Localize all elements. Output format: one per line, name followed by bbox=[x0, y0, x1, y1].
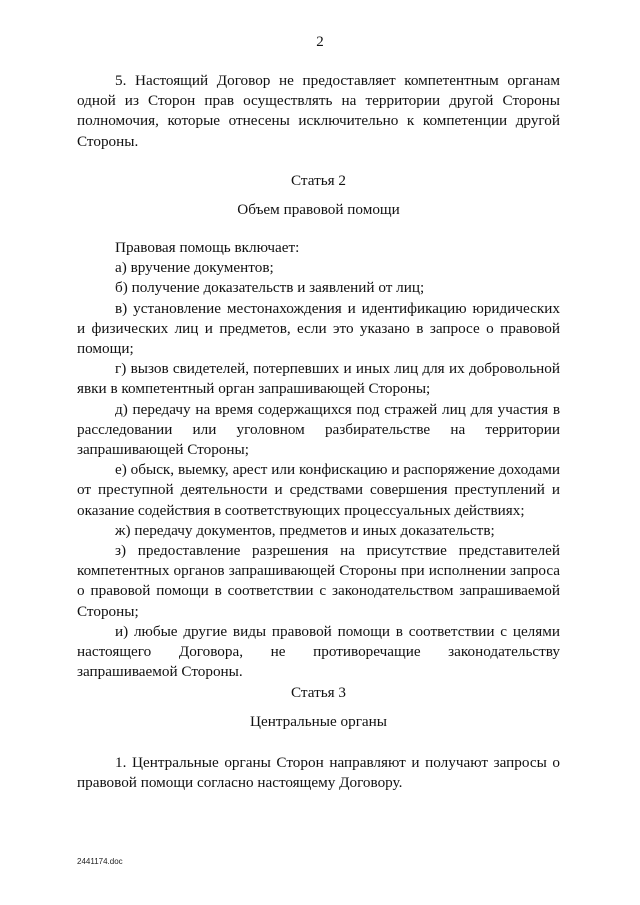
article-2-title: Объем правовой помощи bbox=[237, 201, 400, 218]
article-3-clause-1: 1. Центральные органы Сторон направляют и получают запросы о правовой помощи согласно настоящему Договору. bbox=[77, 754, 560, 792]
clause-5-text: 5. Настоящий Договор не предоставляет компетентным органам одной из Сторон прав осуществлять на территории другой Стороны полномочия, которые отнесены исключительно к компетенции другой Стороны. bbox=[77, 72, 560, 150]
article-3-title-block bbox=[77, 712, 560, 732]
article-2-intro: Правовая помощь включает: bbox=[115, 239, 300, 256]
article-2-item-e: е) обыск, выемку, арест или конфискацию и распоряжение доходами от преступной деятельности и средствами совершения преступлений и оказание содействия в соответствующих процессуальных действиях; bbox=[77, 461, 560, 519]
clause-5-block bbox=[77, 71, 560, 152]
article-2-title-block bbox=[77, 200, 560, 220]
article-2-item-zh: ж) передачу документов, предметов и иных доказательств; bbox=[115, 521, 495, 539]
article-2-body bbox=[77, 238, 560, 682]
article-2-heading: Статья 2 bbox=[290, 172, 347, 189]
file-name-footer: 2441174.doc bbox=[77, 857, 123, 866]
article-2-item-a: а) вручение документов; bbox=[115, 259, 274, 277]
article-2-item-v: в) установление местонахождения и идентификацию юридических и физических лиц и предметов, если это указано в запросе о правовой помощи; bbox=[77, 299, 560, 358]
article-3-body bbox=[77, 753, 560, 793]
article-2-item-b: б) получение доказательств и заявлений от лиц; bbox=[115, 279, 425, 297]
article-2-heading-block bbox=[77, 171, 560, 191]
article-2-item-i: и) любые другие виды правовой помощи в соответствии с целями настоящего Договора, не противоречащие законодательству запрашиваемой Стороны. bbox=[77, 622, 560, 681]
article-3-heading: Статья 3 bbox=[290, 684, 347, 701]
page-number: 2 bbox=[316, 34, 324, 50]
article-3-title: Центральные органы bbox=[250, 713, 387, 730]
article-2-item-d: д) передачу на время содержащихся под стражей лиц для участия в расследовании или уголовном разбирательстве на территории запрашивающей Стороны; bbox=[77, 400, 560, 459]
article-2-item-g: г) вызов свидетелей, потерпевших и иных лиц для их добровольной явки в компетентный орган запрашивающей Стороны; bbox=[77, 360, 560, 398]
article-2-item-z: з) предоставление разрешения на присутствие представителей компетентных органов запрашивающей Стороны при исполнении запроса о правовой помощи в соответствии с законодательством запрашиваемой Стороны; bbox=[77, 542, 560, 620]
article-3-heading-block bbox=[77, 683, 560, 703]
